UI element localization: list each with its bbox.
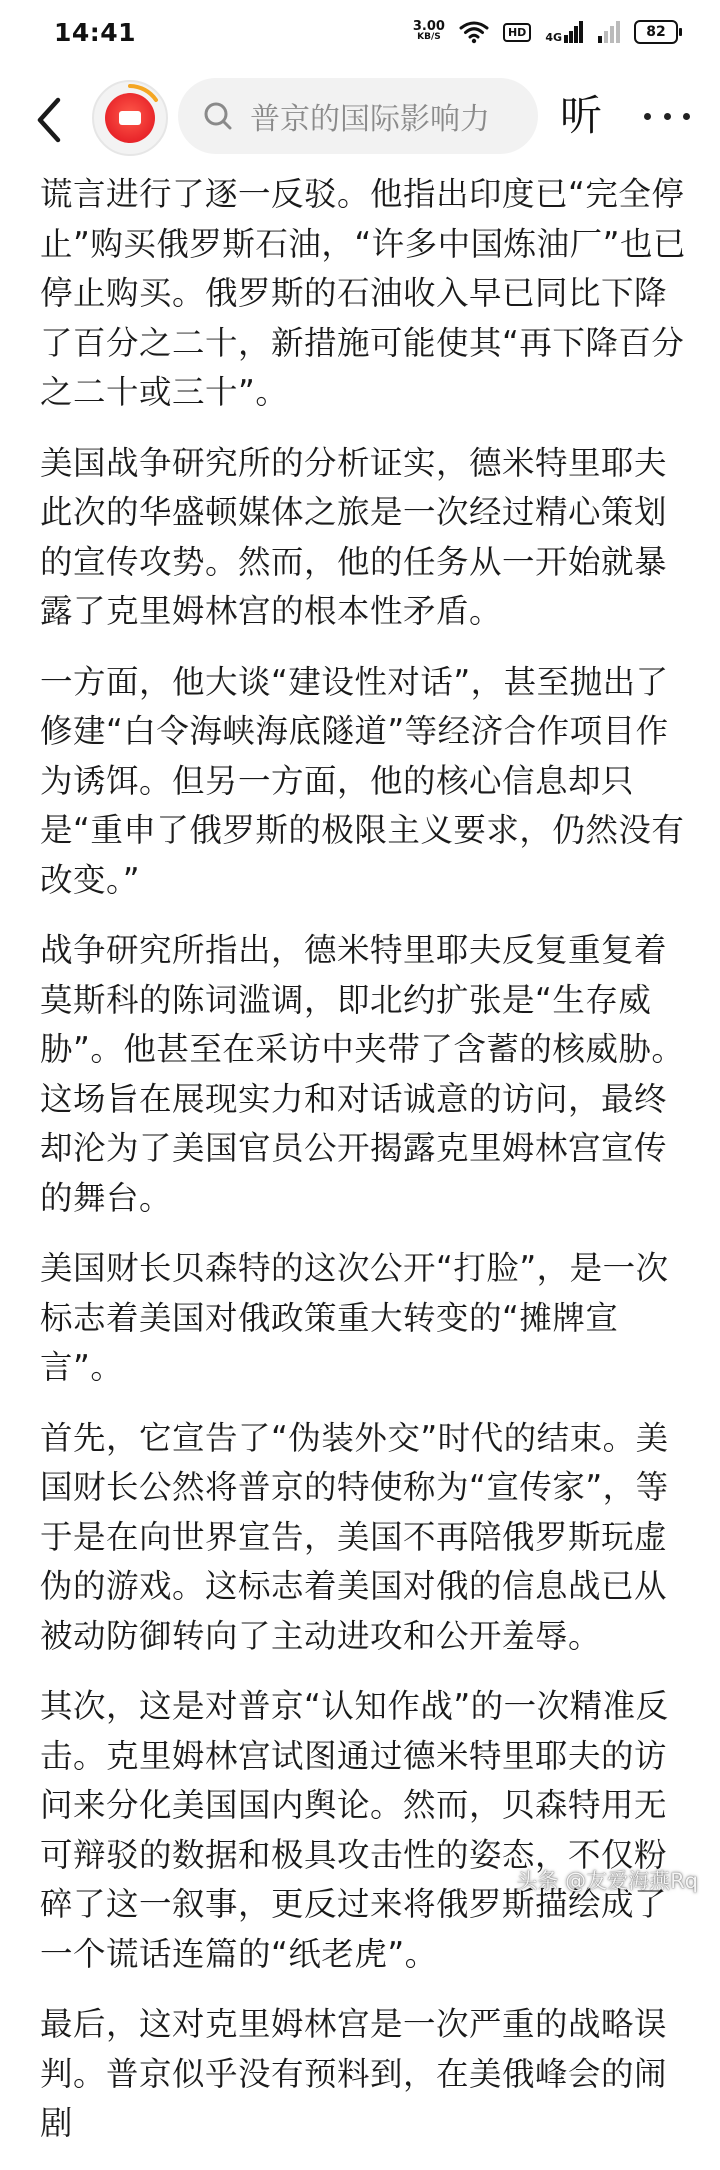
article-paragraph: 战争研究所指出，德米特里耶夫反复重复着莫斯科的陈词滥调，即北约扩张是“生存威胁”。他甚至在采访中夹带了含蓄的核威胁。这场旨在展现实力和对话诚意的访问，最终却沦为了美国官员公开揭露克里姆林宫宣传的舞台。 bbox=[40, 931, 685, 1217]
more-dot-icon bbox=[683, 113, 690, 120]
article-paragraph: 美国战争研究所的分析证实，德米特里耶夫此次的华盛顿媒体之旅是一次经过精心策划的宣传攻势。然而，他的任务从一开始就暴露了克里姆林宫的根本性矛盾。 bbox=[40, 443, 668, 630]
wifi-icon bbox=[459, 20, 489, 44]
status-bar bbox=[0, 0, 720, 64]
status-time: 14:41 bbox=[54, 17, 137, 47]
more-dot-icon bbox=[644, 113, 651, 120]
article-paragraph: 谎言进行了逐一反驳。他指出印度已“完全停止”购买俄罗斯石油，“许多中国炼油厂”也已停止购买。俄罗斯的石油收入早已同比下降了百分之二十，新措施可能使其“再下降百分之二十或三十”。 bbox=[40, 175, 687, 411]
more-dot-icon bbox=[664, 113, 671, 120]
search-icon bbox=[202, 100, 234, 132]
status-icons bbox=[413, 20, 678, 44]
search-placeholder: 普京的国际影响力 bbox=[250, 102, 490, 137]
signal-bars-icon bbox=[564, 21, 584, 43]
article-paragraph: 首先，它宣告了“伪装外交”时代的结束。美国财长公然将普京的特使称为“宣传家”，等于是在向世界宣告，美国不再陪俄罗斯玩虚伪的游戏。这标志着美国对俄的信息战已从被动防御转向了主动进攻和公开羞辱。 bbox=[40, 1418, 669, 1655]
signal-bars-icon-2 bbox=[598, 21, 620, 43]
watermark: 头条 @友爱海燕Rq bbox=[516, 1869, 698, 1893]
article-paragraph: 一方面，他大谈“建设性对话”，甚至抛出了修建“白令海峡海底隧道”等经济合作项目作为诱饵。但另一方面，他的核心信息却只是“重申了俄罗斯的极限主义要求，仍然没有改变。” bbox=[40, 662, 685, 899]
network-speed bbox=[413, 21, 445, 43]
article-paragraph: 其次，这是对普京“认知作战”的一次精准反击。克里姆林宫试图通过德米特里耶夫的访问来分化美国国内舆论。然而，贝森特用无可辩驳的数据和极具攻击性的姿态，不仅粉碎了这一叙事，更反过来将俄罗斯描绘成了一个谎话连篇的“纸老虎”。 bbox=[40, 1687, 669, 1973]
listen-button[interactable]: 听 bbox=[560, 91, 603, 140]
more-options-button[interactable] bbox=[644, 96, 690, 136]
network-speed-unit: KB/S bbox=[417, 32, 441, 42]
cellular-signal-4g-icon bbox=[545, 21, 584, 43]
hd-voice-icon: HD bbox=[503, 23, 531, 42]
network-speed-value: 3.00 bbox=[412, 19, 445, 34]
battery-icon: 82 bbox=[634, 20, 678, 44]
network-type-label: 4G bbox=[545, 31, 562, 44]
article-paragraph: 美国财长贝森特的这次公开“打脸”，是一次标志着美国对俄政策重大转变的“摊牌宣言”。 bbox=[40, 1249, 669, 1386]
article-paragraph: 最后，这对克里姆林宫是一次严重的战略误判。普京似乎没有预料到，在美俄峰会的闹剧 bbox=[40, 2005, 668, 2142]
article-body bbox=[0, 170, 720, 2142]
